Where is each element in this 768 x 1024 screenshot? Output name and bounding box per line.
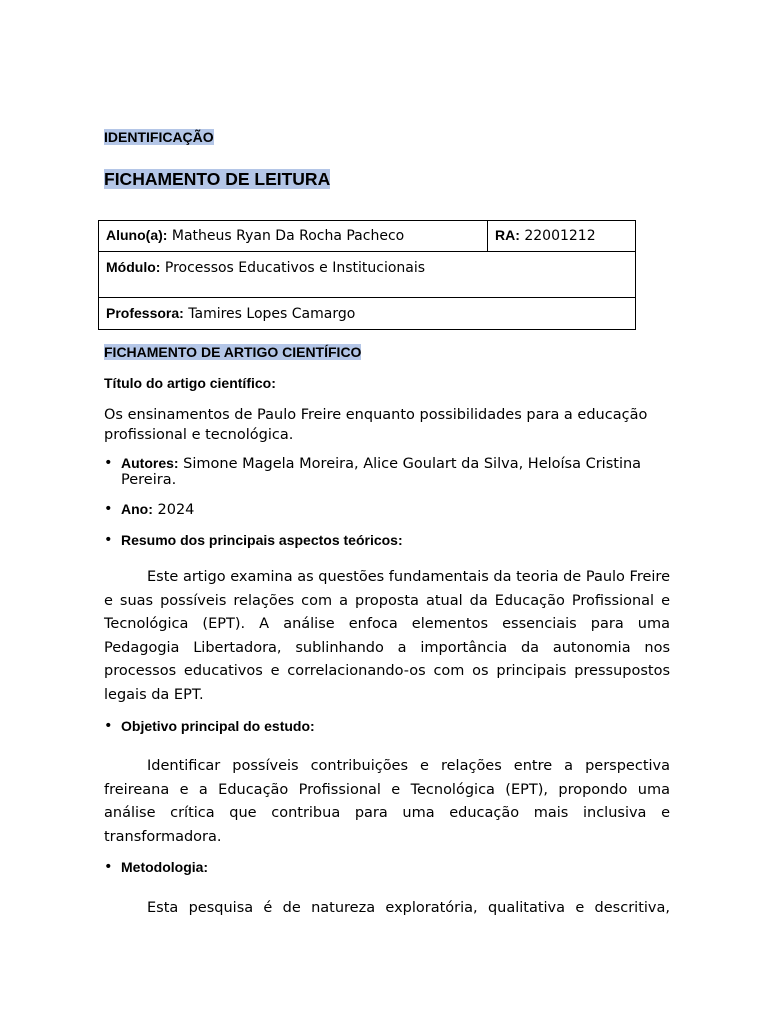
bullet: • xyxy=(104,501,113,517)
modulo-label: Módulo: xyxy=(106,259,161,275)
identificacao-heading: IDENTIFICAÇÃO xyxy=(104,129,214,145)
professora-label: Professora: xyxy=(106,305,184,321)
autores-label: Autores: xyxy=(121,455,179,471)
fichamento-leitura-title: FICHAMENTO DE LEITURA xyxy=(104,169,331,189)
autores-value: Simone Magela Moreira, Alice Goulart da Silva, Heloísa Cristina Pereira. xyxy=(121,456,642,488)
artigo-section-heading: FICHAMENTO DE ARTIGO CIENTÍFICO xyxy=(104,344,362,360)
objetivo-paragraph: Identificar possíveis contribuições e relações entre a perspectiva freireana e a Educação Profissional e Tecnológica (EPT), propondo uma análise crítica que contribua para uma educação mais inclusiva e transformadora. xyxy=(104,758,670,845)
resumo-paragraph: Este artigo examina as questões fundamentais da teoria de Paulo Freire e suas possíveis relações com a proposta atual da Educação Profissional e Tecnológica (EPT). A análise enfoca elementos essenciais para uma Pedagogia Libertadora, sublinhando a importância da autonomia nos processos educativos e correlacionando-os com os principais pressupostos legais da EPT. xyxy=(104,569,670,703)
ano-label: Ano: xyxy=(121,501,153,517)
ra-cell xyxy=(488,221,636,252)
professora-value: Tamires Lopes Camargo xyxy=(188,306,356,322)
objetivo-label: Objetivo principal do estudo: xyxy=(121,718,315,734)
aluno-value: Matheus Ryan Da Rocha Pacheco xyxy=(171,228,405,244)
table-row xyxy=(99,221,636,252)
bullet: • xyxy=(104,532,113,548)
ra-label: RA: xyxy=(495,227,520,243)
identification-table xyxy=(98,220,636,330)
bullet: • xyxy=(104,718,113,734)
titulo-value: Os ensinamentos de Paulo Freire enquanto possibilidades para a educação profissional e tecnológica. xyxy=(104,407,648,443)
ano-value: 2024 xyxy=(157,502,195,518)
metodologia-label: Metodologia: xyxy=(121,859,209,875)
titulo-label: Título do artigo científico: xyxy=(104,375,276,391)
bullet: • xyxy=(104,859,113,875)
modulo-value: Processos Educativos e Institucionais xyxy=(164,260,426,276)
modulo-cell xyxy=(99,252,636,298)
metodologia-paragraph: Esta pesquisa é de natureza exploratória, qualitativa e descritiva, xyxy=(147,900,670,916)
aluno-cell xyxy=(99,221,488,252)
aluno-label: Aluno(a): xyxy=(106,227,168,243)
bullet: • xyxy=(104,455,113,471)
table-row xyxy=(99,252,636,298)
ra-value: 22001212 xyxy=(524,228,596,244)
resumo-label: Resumo dos principais aspectos teóricos: xyxy=(121,532,403,548)
table-row xyxy=(99,298,636,330)
professora-cell xyxy=(99,298,636,330)
